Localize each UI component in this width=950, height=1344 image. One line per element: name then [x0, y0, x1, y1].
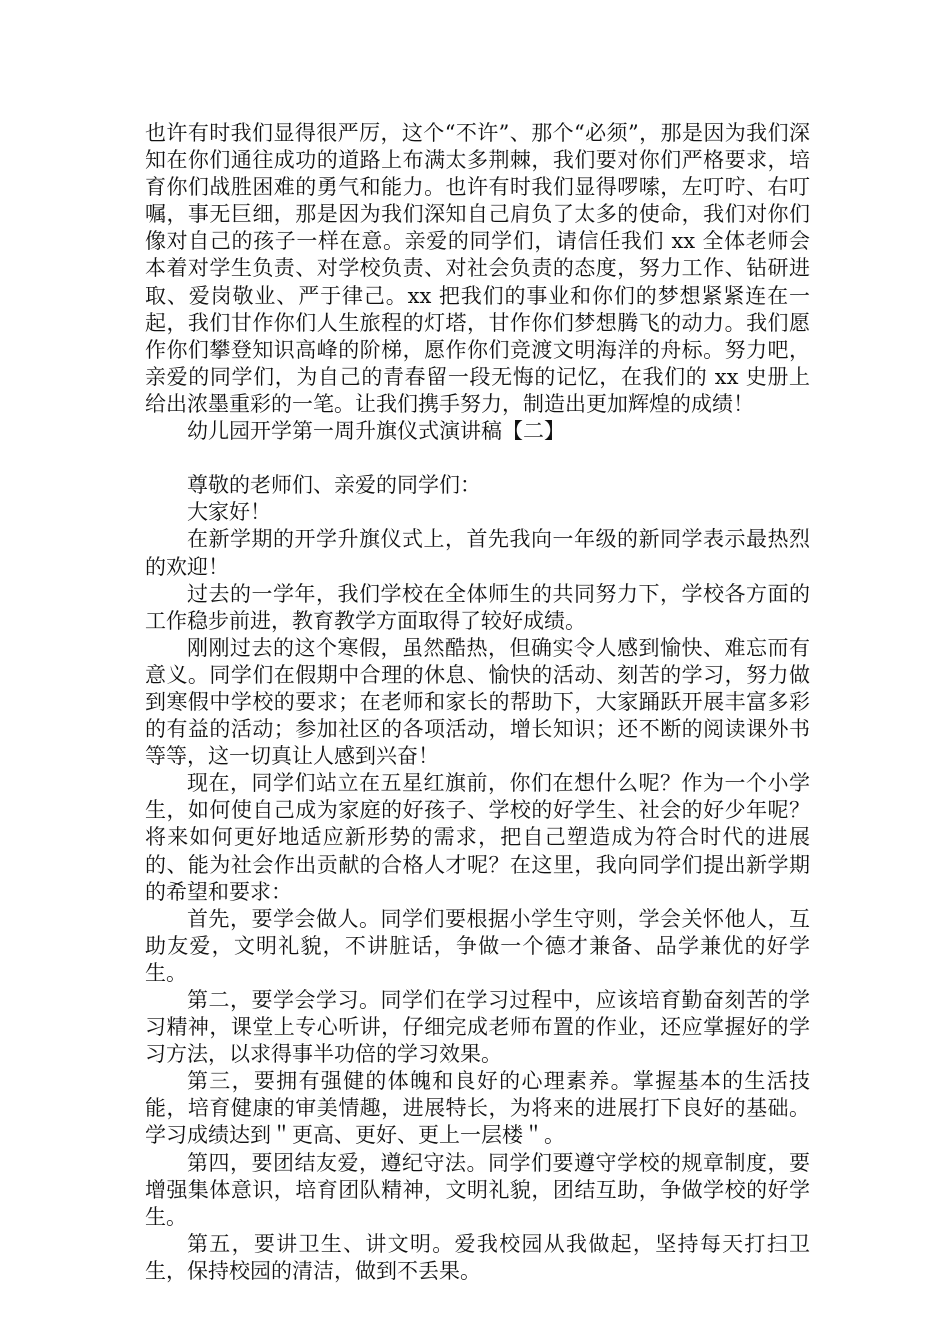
paragraph-fifth: 第五，要讲卫生、讲文明。爱我校园从我做起，坚持每天打扫卫生，保持校园的清洁，做到不丢果。 [145, 1231, 810, 1283]
paragraph-fourth: 第四，要团结友爱，遵纪守法。同学们要遵守学校的规章制度，要增强集体意识，培育团队精神，文明礼貌，团结互助，争做学校的好学生。 [145, 1150, 810, 1229]
section-heading: 幼儿园开学第一周升旗仪式演讲稿【二】 [187, 419, 565, 444]
document-page [145, 120, 810, 1285]
paragraph-welcome: 在新学期的开学升旗仪式上，首先我向一年级的新同学表示最热烈的欢迎！ [145, 527, 810, 579]
paragraph-first: 首先，要学会做人。同学们要根据小学生守则，学会关怀他人，互助友爱，文明礼貌，不讲脏话，争做一个德才兼备、品学兼优的好学生。 [145, 906, 810, 985]
paragraph-closing: 也许有时我们显得很严厉，这个“不许”、那个“必须”，那是因为我们深知在你们通往成功的道路上布满太多荆棘，我们要对你们严格要求，培育你们战胜困难的勇气和能力。也许有时我们显得啰嗦，左叮咛、右叮嘱，事无巨细，那是因为我们深知自己肩负了太多的使命，我们对你们像对自己的孩子一样在意。亲爱的同学们，请信任我们 xx 全体老师会本着对学生负责、对学校负责、对社会负责的态度，努力工作、钻研进取、爱岗敬业、严于律己。xx 把我们的事业和你们的梦想紧紧连在一起，我们甘作你们人生旅程的灯塔，甘作你们梦想腾飞的动力。我们愿作你们攀登知识高峰的阶梯，愿作你们竞渡文明海洋的舟标。努力吧，亲爱的同学们，为自己的青春留一段无悔的记忆，在我们的 xx 史册上给出浓墨重彩的一笔。让我们携手努力，制造出更加辉煌的成绩！ [145, 121, 810, 416]
paragraph-now: 现在，同学们站立在五星红旗前，你们在想什么呢？作为一个小学生，如何使自己成为家庭的好孩子、学校的好学生、社会的好少年呢？将来如何更好地适应新形势的需求，把自己塑造成为符合时代的进展的、能为社会作出贡献的合格人才呢？在这里，我向同学们提出新学期的希望和要求： [145, 771, 810, 904]
greeting: 大家好！ [187, 500, 271, 525]
paragraph-third: 第三，要拥有强健的体魄和良好的心理素养。掌握基本的生活技能，培育健康的审美情趣，进展特长，为将来的进展打下良好的基础。学习成绩达到＂更高、更好、更上一层楼＂。 [145, 1069, 810, 1148]
salutation: 尊敬的老师们、亲爱的同学们： [187, 473, 481, 498]
paragraph-second: 第二，要学会学习。同学们在学习过程中，应该培育勤奋刻苦的学习精神，课堂上专心听讲，仔细完成老师布置的作业，还应掌握好的学习方法，以求得事半功倍的学习效果。 [145, 988, 810, 1067]
paragraph-winter-break: 刚刚过去的这个寒假，虽然酷热，但确实令人感到愉快、难忘而有意义。同学们在假期中合理的休息、愉快的活动、刻苦的学习，努力做到寒假中学校的要求；在老师和家长的帮助下，大家踊跃开展丰富多彩的有益的活动；参加社区的各项活动，增长知识；还不断的阅读课外书等等，这一切真让人感到兴奋！ [145, 635, 810, 769]
paragraph-past-year: 过去的一学年，我们学校在全体师生的共同努力下，学校各方面的工作稳步前进，教育教学方面取得了较好成绩。 [145, 581, 810, 633]
blank-line [145, 445, 810, 472]
